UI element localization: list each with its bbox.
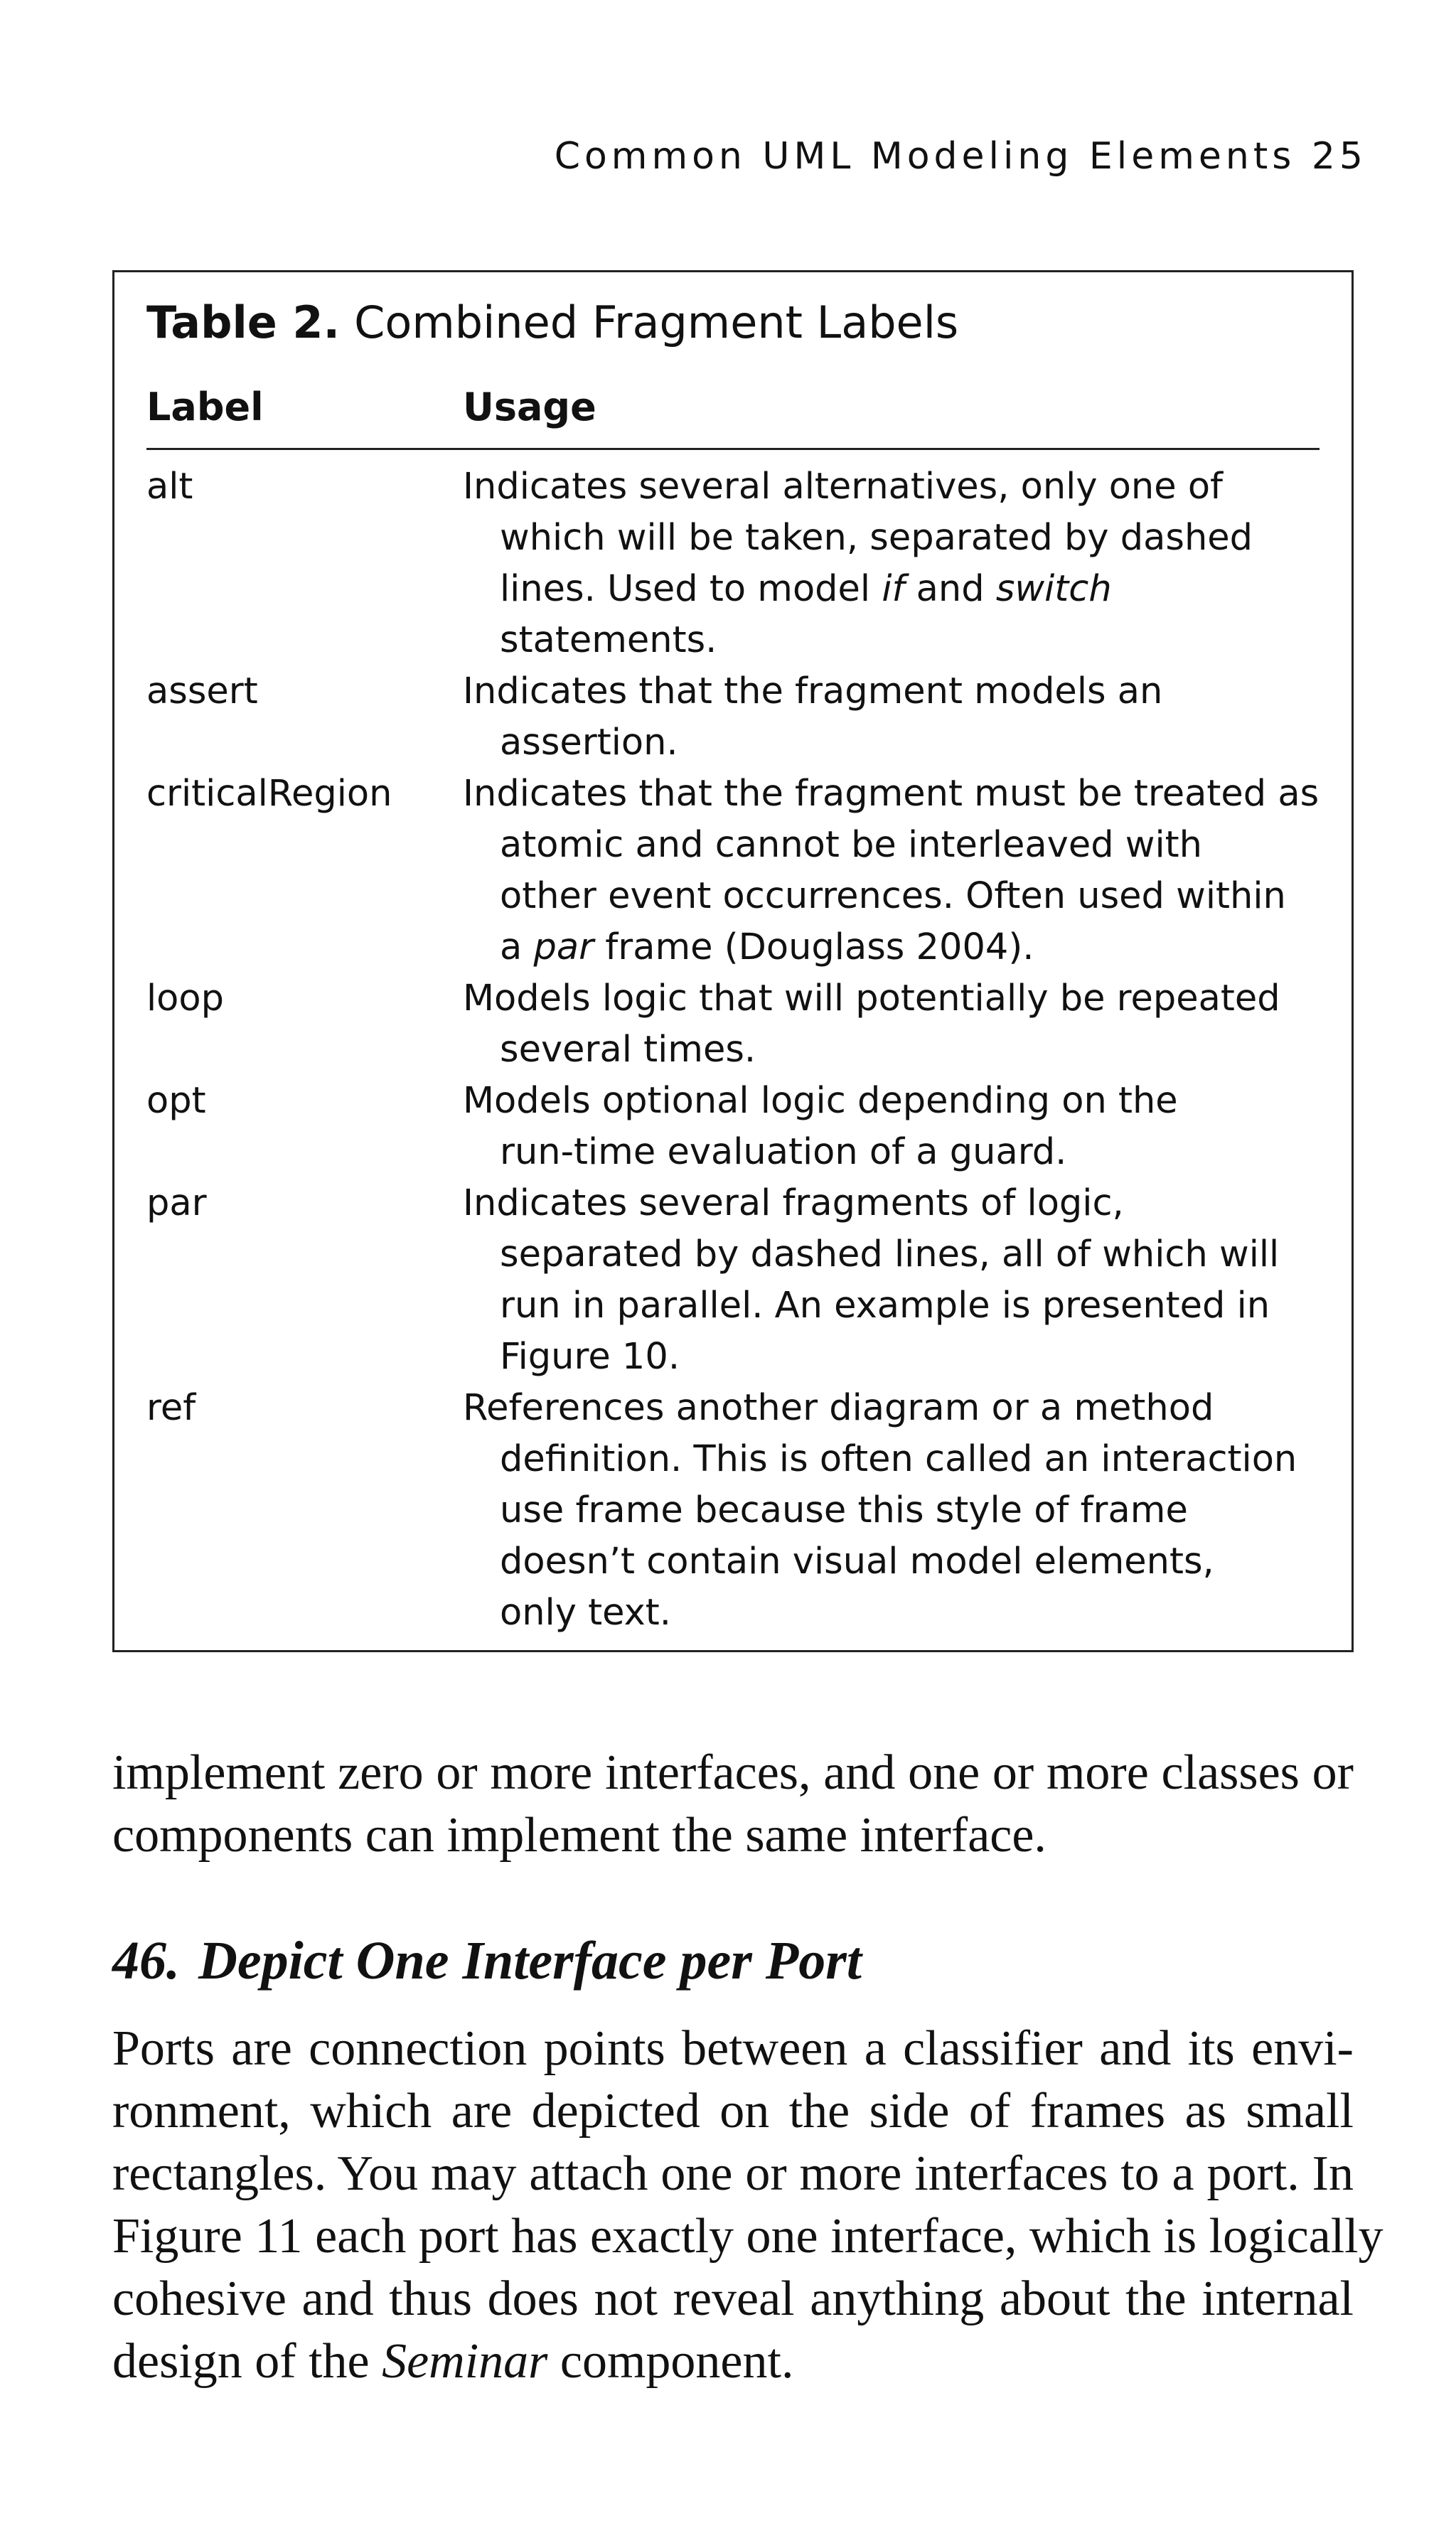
paragraph-line: implement zero or more interfaces, and one or more classes or <box>112 1745 1354 1800</box>
usage-line: atomic and cannot be interleaved with <box>500 824 1203 866</box>
row-label: loop <box>146 978 224 1019</box>
row-usage <box>463 769 1322 973</box>
paragraph-text: design of the <box>112 2334 382 2389</box>
usage-emphasis: par <box>533 926 594 968</box>
table-combined-fragment-labels <box>112 270 1354 1652</box>
paragraph-emphasis: Seminar <box>382 2334 548 2389</box>
usage-line: Indicates several alternatives, only one of <box>463 466 1223 508</box>
section-title: Depict One Interface per Port <box>198 1931 862 1991</box>
table-row <box>146 769 1322 973</box>
table-row <box>146 973 1322 1076</box>
usage-line: which will be taken, separated by dashed <box>500 517 1253 559</box>
running-header: Common UML Modeling Elements 25 <box>554 135 1367 178</box>
row-label: criticalRegion <box>146 773 392 815</box>
usage-line: References another diagram or a method <box>463 1387 1214 1429</box>
paragraph-line: Figure 11 each port has exactly one interface, which is logically <box>112 2209 1383 2264</box>
usage-line <box>463 564 1322 615</box>
paragraph-line: cohesive and thus does not reveal anything about the internal <box>112 2271 1354 2326</box>
body-paragraph <box>112 1742 1354 1867</box>
row-usage <box>463 1076 1322 1178</box>
usage-line: separated by dashed lines, all of which will <box>500 1233 1280 1275</box>
usage-text: frame (Douglass 2004). <box>594 926 1034 968</box>
header-divider <box>146 448 1320 450</box>
usage-line: Figure 10. <box>500 1336 680 1378</box>
row-label: par <box>146 1182 207 1224</box>
usage-text: and <box>904 568 996 610</box>
usage-line: Indicates that the fragment models an <box>463 670 1163 712</box>
table-caption <box>146 296 958 348</box>
table-row <box>146 1076 1322 1178</box>
row-label: alt <box>146 466 193 508</box>
usage-line: Models optional logic depending on the <box>463 1080 1178 1122</box>
usage-line: several times. <box>500 1029 756 1071</box>
usage-line: run-time evaluation of a guard. <box>500 1131 1067 1173</box>
table-row <box>146 1178 1322 1383</box>
table-row <box>146 461 1322 666</box>
paragraph-line: components can implement the same interface. <box>112 1808 1046 1863</box>
row-usage <box>463 1178 1322 1383</box>
row-label: ref <box>146 1387 196 1429</box>
column-header-label: Label <box>146 385 264 429</box>
usage-line: statements. <box>500 619 717 661</box>
paragraph-line: rectangles. You may attach one or more interfaces to a port. In <box>112 2146 1354 2201</box>
usage-text: a <box>500 926 534 968</box>
usage-line: Indicates that the fragment must be treated as <box>463 773 1320 815</box>
usage-emphasis: switch <box>995 568 1112 610</box>
paragraph-text: component. <box>547 2334 794 2389</box>
usage-line: run in parallel. An example is presented in <box>500 1285 1270 1327</box>
row-label: opt <box>146 1080 206 1122</box>
usage-line: definition. This is often called an interaction <box>500 1438 1297 1480</box>
row-usage <box>463 666 1322 769</box>
table-row <box>146 666 1322 769</box>
usage-line: Models logic that will potentially be repeated <box>463 978 1280 1019</box>
usage-line: other event occurrences. Often used within <box>500 875 1286 917</box>
paragraph-line: ronment, which are depicted on the side of frames as small <box>112 2084 1354 2138</box>
usage-line: use frame because this style of frame <box>500 1489 1188 1531</box>
row-usage <box>463 1383 1322 1639</box>
usage-line: doesn’t contain visual model elements, <box>500 1541 1214 1583</box>
row-usage <box>463 973 1322 1076</box>
usage-line: Indicates several fragments of logic, <box>463 1182 1124 1224</box>
usage-line <box>463 922 1322 973</box>
usage-line: only text. <box>500 1592 671 1634</box>
usage-line: assertion. <box>500 722 678 764</box>
paragraph-line <box>112 2330 1354 2393</box>
section-number: 46. <box>112 1931 180 1991</box>
row-usage <box>463 461 1322 666</box>
body-paragraph <box>112 2018 1383 2393</box>
row-label: assert <box>146 670 258 712</box>
table-number: Table 2. <box>146 296 341 348</box>
table-title: Combined Fragment Labels <box>354 296 959 348</box>
usage-text: lines. Used to model <box>500 568 882 610</box>
table-body <box>146 461 1322 1639</box>
paragraph-line: Ports are connection points between a classifier and its envi- <box>112 2021 1354 2076</box>
section-heading <box>112 1930 862 1992</box>
column-header-usage: Usage <box>463 385 596 429</box>
usage-emphasis: if <box>882 568 905 610</box>
table-row <box>146 1383 1322 1639</box>
